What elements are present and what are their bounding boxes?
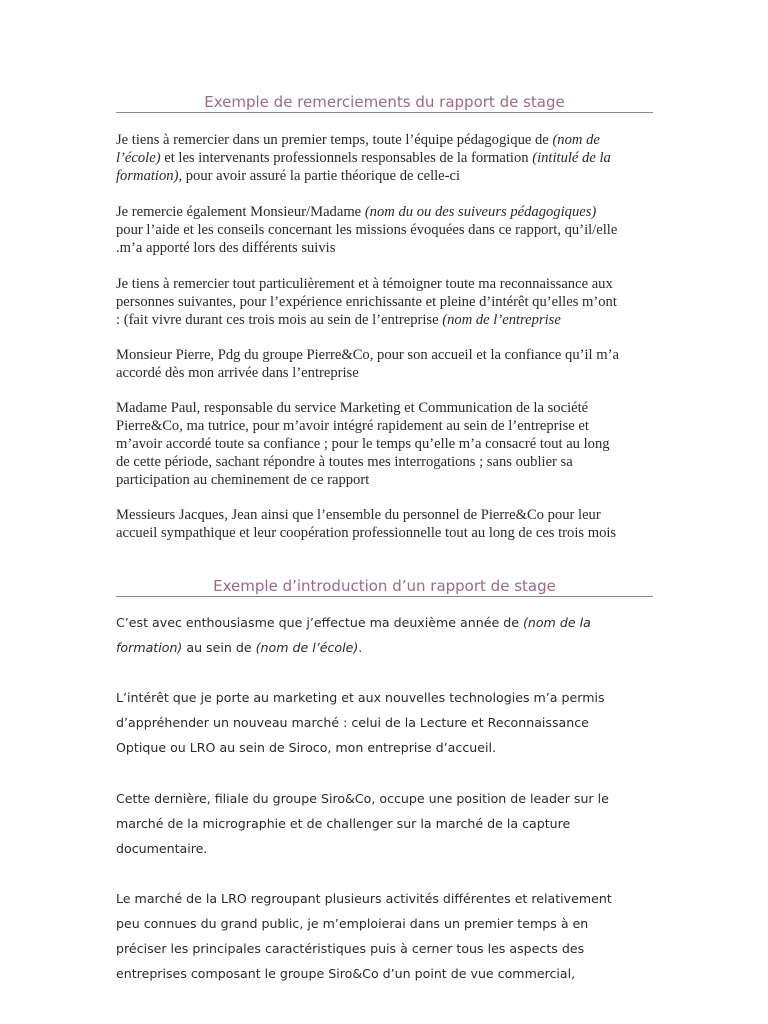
text-line: m’avoir accordé toute sa confiance ; pour le temps qu’elle m’a consacré tout au long [116,436,610,452]
text-line: d’appréhender un nouveau marché : celui de la Lecture et Reconnaissance [116,715,589,730]
text-line: Cette dernière, filiale du groupe Siro&Co, occupe une position de leader sur le [116,791,609,806]
text-line: Pierre&Co, ma tutrice, pour m’avoir intégré rapidement au sein de l’entreprise et [116,418,589,434]
text-line [116,149,656,167]
text-line: Le marché de la LRO regroupant plusieurs activités différentes et relativement [116,891,612,906]
text-line: L’intérêt que je porte au marketing et aux nouvelles technologies m’a permis [116,690,605,705]
text-line: accordé dès mon arrivée dans l’entreprise [116,365,359,381]
text-line: préciser les principales caractéristiques puis à cerner tous les aspects des [116,941,585,956]
text-line: accueil sympathique et leur coopération professionnelle tout au long de ces trois mois [116,525,617,541]
text-line: participation au cheminement de ce rapport [116,472,370,488]
paragraph-remerciement-equipe [116,131,656,185]
italic-span: (nom de [552,132,600,148]
italic-span: formation) [116,168,179,184]
text-span: , pour avoir assuré la partie théorique de celle-ci [178,168,461,184]
text-line: peu connues du grand public, je m’emploierai dans un premier temps à en [116,916,589,931]
paragraph-remerciement-personnes [116,275,656,329]
text-line [116,131,656,149]
text-line: entreprises composant le groupe Siro&Co d’un point de vue commercial, [116,966,576,981]
paragraph-intro-filiale [116,786,656,861]
text-line: Madame Paul, responsable du service Marketing et Communication de la société [116,400,589,416]
paragraph-remerciement-suiveur [116,203,656,257]
text-line: Je tiens à remercier tout particulièrement et à témoigner toute ma reconnaissance aux [116,276,613,292]
text-line [116,203,656,221]
text-line: Optique ou LRO au sein de Siroco, mon entreprise d’accueil. [116,740,496,755]
italic-span: l’école) [116,150,161,166]
paragraph-intro-enthousiasme [116,610,656,660]
text-span: . [358,640,363,655]
paragraph-madame-paul [116,399,656,489]
text-line [116,610,656,635]
paragraph-messieurs-jacques-jean [116,506,656,542]
italic-span: (intitulé de la [532,150,611,166]
text-line: documentaire. [116,841,208,856]
text-line: .m’a apporté lors des différents suivis [116,240,336,256]
text-span: C’est avec enthousiasme que j’effectue ma deuxième année de [116,615,523,630]
text-span: au sein de [182,640,256,655]
text-line [116,635,656,660]
text-line [116,167,656,185]
text-span: Je tiens à remercier dans un premier temps, toute l’équipe pédagogique de [116,132,553,148]
section-heading-introduction: Exemple d’introduction d’un rapport de stage [116,577,653,597]
text-line [116,311,656,329]
italic-span: (nom du ou des suiveurs pédagogiques) [364,204,597,220]
italic-span: formation) [116,640,183,655]
text-line: de cette période, sachant répondre à toutes mes interrogations ; sans oublier sa [116,454,573,470]
text-line: Monsieur Pierre, Pdg du groupe Pierre&Co, pour son accueil et la confiance qu’il m’a [116,347,619,363]
text-line: Messieurs Jacques, Jean ainsi que l’ensemble du personnel de Pierre&Co pour leur [116,507,601,523]
text-line: personnes suivantes, pour l’expérience enrichissante et pleine d’intérêt qu’elles m’ont [116,294,617,310]
text-line: pour l’aide et les conseils concernant les missions évoquées dans ce rapport, qu’il/elle [116,222,618,238]
italic-span: (nom de l’école) [255,640,359,655]
section-heading-remerciements: Exemple de remerciements du rapport de stage [116,93,653,113]
paragraph-intro-marche-lro [116,886,656,986]
italic-span: (nom de la [522,615,591,630]
italic-span: (nom de l’entreprise [442,312,561,328]
paragraph-monsieur-pierre [116,346,656,382]
text-line: marché de la micrographie et de challenger sur la marché de la capture [116,816,571,831]
text-span: : (fait vivre durant ces trois mois au sein de l’entreprise [116,312,443,328]
text-span: Je remercie également Monsieur/Madame [116,204,365,220]
text-span: et les intervenants professionnels responsables de la formation [160,150,533,166]
paragraph-intro-interet [116,685,656,760]
